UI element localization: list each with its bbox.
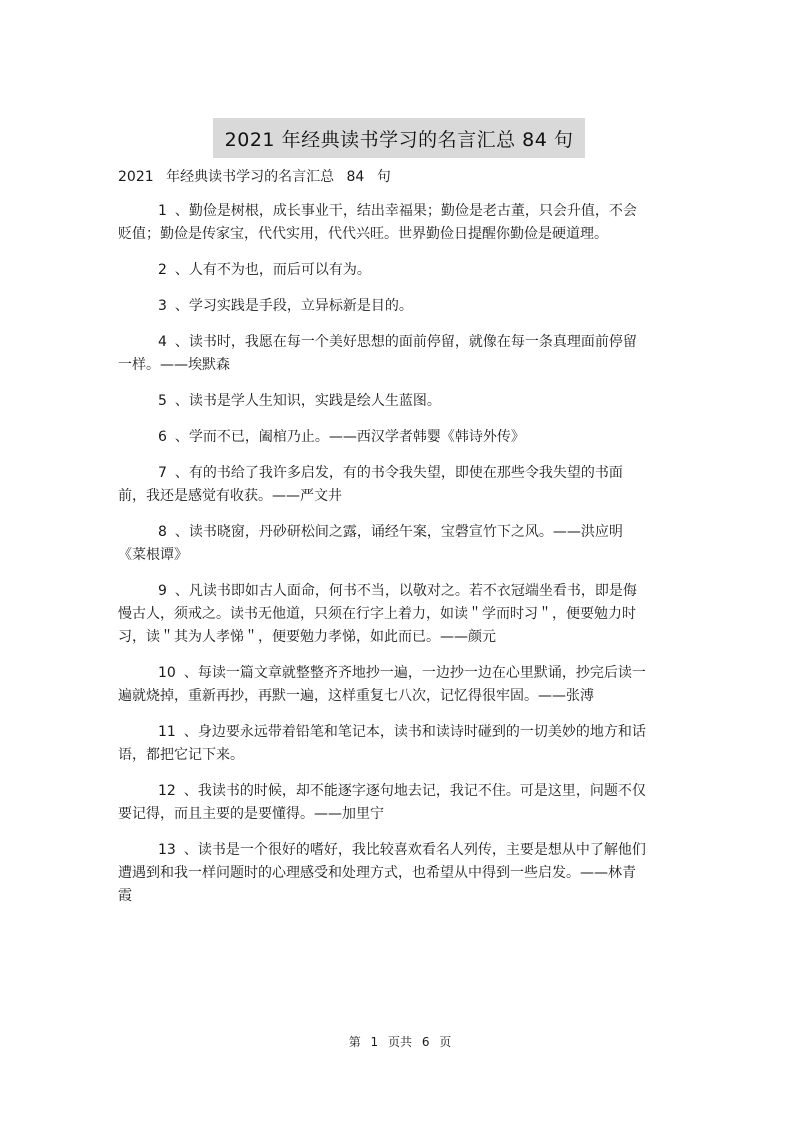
- quote-number: 7: [158, 465, 167, 481]
- document-title: 2021 年经典读书学习的名言汇总 84 句: [213, 118, 585, 158]
- quote-number: 2: [158, 262, 167, 278]
- quote-number: 6: [158, 429, 167, 445]
- quote-text: 、读书时，我愿在每一个美好思想的面前停留，就像在每一条真理面前停留一样。——埃默森: [118, 334, 637, 373]
- quote-text: 、读书晓窗，丹砂研松间之露，诵经午案，宝磬宣竹下之风。——洪应明《菜根谭》: [118, 524, 623, 563]
- quote-item: [118, 721, 648, 767]
- quote-item: [118, 295, 648, 318]
- quote-number: 1: [158, 203, 167, 219]
- page-footer: 第 1 页共 6 页: [348, 1035, 452, 1049]
- quote-text: 、每读一篇文章就整整齐齐地抄一遍，一边抄一边在心里默诵，抄完后读一遍就烧掉，重新再抄，再默一遍，这样重复七八次，记忆得很牢固。——张溥: [118, 665, 646, 704]
- document-subtitle: 2021 年经典读书学习的名言汇总 84 句: [118, 169, 391, 185]
- quote-text: 、有的书给了我许多启发，有的书令我失望，即使在那些令我失望的书面前，我还是感觉有收获。——严文井: [118, 465, 623, 504]
- quote-item: [118, 200, 648, 246]
- quote-text: 、读书是学人生知识，实践是绘人生蓝图。: [174, 393, 441, 409]
- quote-number: 9: [158, 583, 167, 599]
- quote-number: 13: [158, 842, 176, 858]
- quote-text: 、学而不已，阖棺乃止。——西汉学者韩婴《韩诗外传》: [174, 429, 525, 445]
- quote-number: 8: [158, 524, 167, 540]
- quote-text: 、凡读书即如古人面命，何书不当，以敬对之。若不衣冠端坐看书，即是侮慢古人，须戒之。读书无他道，只须在行字上着力，如读＂学而时习＂，便要勉力时习，读＂其为人孝悌＂，便要勉力孝悌，如此而已。——颜元: [118, 583, 637, 645]
- quote-text: 、读书是一个很好的嗜好，我比较喜欢看名人列传，主要是想从中了解他们遭遇到和我一样问题时的心理感受和处理方式，也希望从中得到一些启发。——林青霞: [118, 842, 646, 904]
- quote-text: 、身边要永远带着铅笔和笔记本，读书和读诗时碰到的一切美妙的地方和话语，都把它记下来。: [118, 724, 646, 763]
- quote-list: [118, 200, 648, 921]
- quote-number: 4: [158, 334, 167, 350]
- quote-number: 3: [158, 298, 167, 314]
- quote-text: 、我读书的时候，却不能逐字逐句地去记，我记不住。可是这里，问题不仅要记得，而且主要的是要懂得。——加里宁: [118, 783, 646, 822]
- quote-item: [118, 662, 648, 708]
- quote-item: [118, 426, 648, 449]
- quote-number: 11: [158, 724, 176, 740]
- quote-text: 、人有不为也，而后可以有为。: [174, 262, 371, 278]
- quote-item: [118, 462, 648, 508]
- quote-text: 、勤俭是树根，成长事业干，结出幸福果；勤俭是老古董，只会升值，不会贬值；勤俭是传家宝，代代实用，代代兴旺。世界勤俭日提醒你勤俭是硬道理。: [118, 203, 637, 242]
- quote-number: 12: [158, 783, 176, 799]
- quote-item: [118, 331, 648, 377]
- quote-item: [118, 521, 648, 567]
- quote-item: [118, 259, 648, 282]
- quote-item: [118, 390, 648, 413]
- quote-number: 5: [158, 393, 167, 409]
- quote-item: [118, 839, 648, 908]
- quote-item: [118, 780, 648, 826]
- quote-number: 10: [158, 665, 176, 681]
- quote-text: 、学习实践是手段，立异标新是目的。: [174, 298, 413, 314]
- quote-item: [118, 580, 648, 649]
